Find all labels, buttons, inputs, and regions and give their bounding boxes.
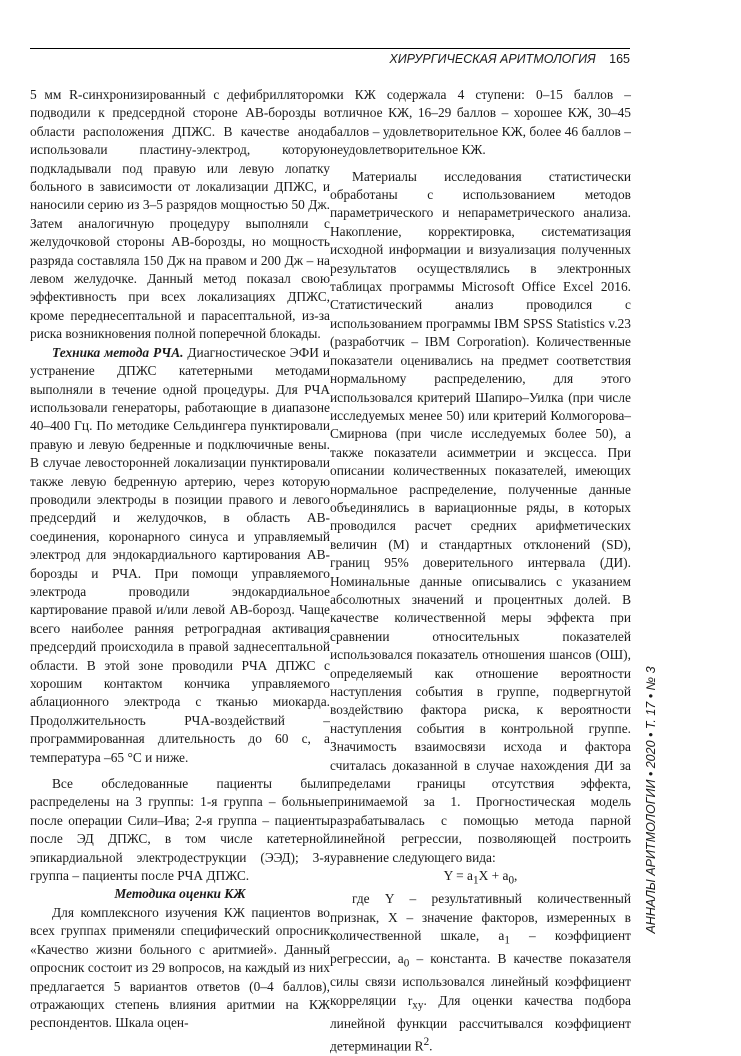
regression-formula bbox=[330, 867, 631, 890]
journal-sidebar: АННАЛЫ АРИТМОЛОГИИ • 2020 • Т. 17 • № 3 bbox=[644, 666, 658, 934]
formula-part: Y = a bbox=[443, 868, 473, 884]
text: – коэффициент регрессии, a bbox=[330, 927, 632, 967]
formula-subscript: 0 bbox=[508, 874, 515, 887]
text: – константа. В качестве показателя силы связи использовался линейный коэффициент корреляции r bbox=[330, 951, 631, 1008]
run-in-heading: Техника метода РЧА. bbox=[52, 344, 184, 360]
right-column bbox=[330, 86, 631, 1056]
subscript: 1 bbox=[504, 934, 510, 947]
text: . bbox=[429, 1038, 433, 1054]
subscript: xy bbox=[412, 999, 424, 1012]
journal-section: ХИРУРГИЧЕСКАЯ АРИТМОЛОГИЯ bbox=[389, 52, 596, 66]
running-header bbox=[30, 48, 630, 66]
formula-subscript: 1 bbox=[472, 874, 479, 887]
paragraph-text: Диагностическое ЭФИ и устранение ДПЖС катетерными методами выполняли в течение одной процедуры. Для РЧА использовали генераторы, работающие в диапазоне 40–400 Гц. По методике Сельдингера пунктировали правую и левую бедренные и подключичные вены. В случае левосторонней локализации пунктировали также левую бедренную артерию, через которую проводили электроды в позиции правого и левого предсердий и желудочков, в область АВ-соединения, коронарного синуса и управляемый электрод для эндокардиального картирования АВ-борозды и РЧА. При помощи управляемого электрода проводили эндокардиальное картирование правой и/или левой АВ-борозд. Чаще всего наиболее ранняя ретроградная активация предсердий происходила в правой заднесептальной области. В этой зоне проводили РЧА ДПЖС с хорошим контактом кончика управляемого аблационного электрода с тканью миокарда. Продолжительность РЧА-воздействий – программированная длительность до 60 с, а температура –65 °С и ниже. bbox=[30, 344, 330, 765]
text: . Для оценки качества подбора линейной функции рассчитывался коэффициент детерминации R bbox=[330, 992, 631, 1054]
page-number: 165 bbox=[609, 52, 630, 66]
paragraph bbox=[330, 890, 631, 1056]
formula-part: X + a bbox=[478, 868, 509, 884]
section-title: Методика оценки КЖ bbox=[114, 886, 246, 902]
superscript: 2 bbox=[423, 1036, 430, 1048]
paragraph bbox=[30, 344, 330, 767]
formula-part: , bbox=[514, 868, 518, 884]
left-column bbox=[30, 86, 330, 1033]
paragraph: Все обследованные пациенты были распределены на 3 группы: 1-я группа – больные после операции Сили–Ива; 2-я группа – пациенты после ЭД ДПЖС, в том числе катетерной эпикардиальной электродеструкции (ЭЭД); 3-я группа – пациенты после РЧА ДПЖС. bbox=[30, 776, 330, 884]
paragraph: 5 мм R-синхронизированный с дефибриллятором подводили к предсердной стороне АВ-борозды в области расположения ДПЖС. В качестве анода использовали пластину-электрод, которую подкладывали под правую или левую лопатку больного в зависимости от локализации ДПЖС, и наносили серию из 3–5 разрядов мощностью 50 Дж. Затем аналогичную процедуру выполняли с желудочковой стороны АВ-борозды, но мощность разряда составляла 150 Дж на правом и 200 Дж – на левом желудочке. Данный метод показал свою эффективность при всех локализациях ДПЖС, кроме переднесептальной и парасептальной, из-за риска возникновения полной поперечной блокады. bbox=[30, 87, 330, 342]
paragraph: Материалы исследования статистически обработаны с использованием методов параметрического и непараметрического анализа. Накопление, корректировка, систематизация исходной информации и визуализация полученных результатов осуществлялись в электронных таблицах программы Microsoft Office Excel 2016. Статистический анализ проводился с использованием программы IBM SPSS Statistics v.23 (разработчик – IBM Corporation). Количественные показатели оценивались на предмет соответствия нормальному распределению, для этого использовался критерий Шапиро–Уилка (при числе исследуемых менее 50) или критерий Колмогорова–Смирнова (при числе исследуемых более 50), а также показатели асимметрии и эксцесса. При описании количественных показателей, имеющих нормальное распределение, полученные данные объединялись в вариационные ряды, в которых проводился расчет средних арифметических величин (М) и стандартных отклонений (SD), границ 95% доверительного интервала (ДИ). Номинальные данные описывались с указанием абсолютных значений и процентных долей. В качестве количественной меры эффекта при сравнении относительных показателей использовался показатель отношения шансов (ОШ), определяемый как отношение вероятности наступления события в группе, подвергнутой воздействию фактора риска, к вероятности наступления события в контрольной группе. Значимость взаимосвязи исхода и фактора считалась доказанной в случае нахождения ДИ за пределами границы отсутствия эффекта, принимаемой за 1. Прогностическая модель разрабатывалась с помощью метода парной линейной регрессии, позволяющей построить уравнение следующего вида: bbox=[330, 168, 631, 865]
paragraph: ки КЖ содержала 4 ступени: 0–15 баллов – отличное КЖ, 16–29 баллов – хорошее КЖ, 30–45 баллов – удовлетворительное КЖ, более 46 баллов – неудовлетворительное КЖ. bbox=[330, 87, 631, 158]
paragraph: Для комплексного изучения КЖ пациентов во всех группах применяли специфический опросник «Качество жизни больного с аритмией». Данный опросник состоит из 29 вопросов, на каждый из них предлагается 5 вариантов ответов (0–4 баллов), отражающих степень влияния аритмии на КЖ респондентов. Шкала оцен- bbox=[30, 904, 330, 1031]
text: где Y – результативный количественный признак, X – значение факторов, измеренных в количественной шкале, a bbox=[330, 891, 631, 943]
subscript: 0 bbox=[403, 957, 410, 970]
